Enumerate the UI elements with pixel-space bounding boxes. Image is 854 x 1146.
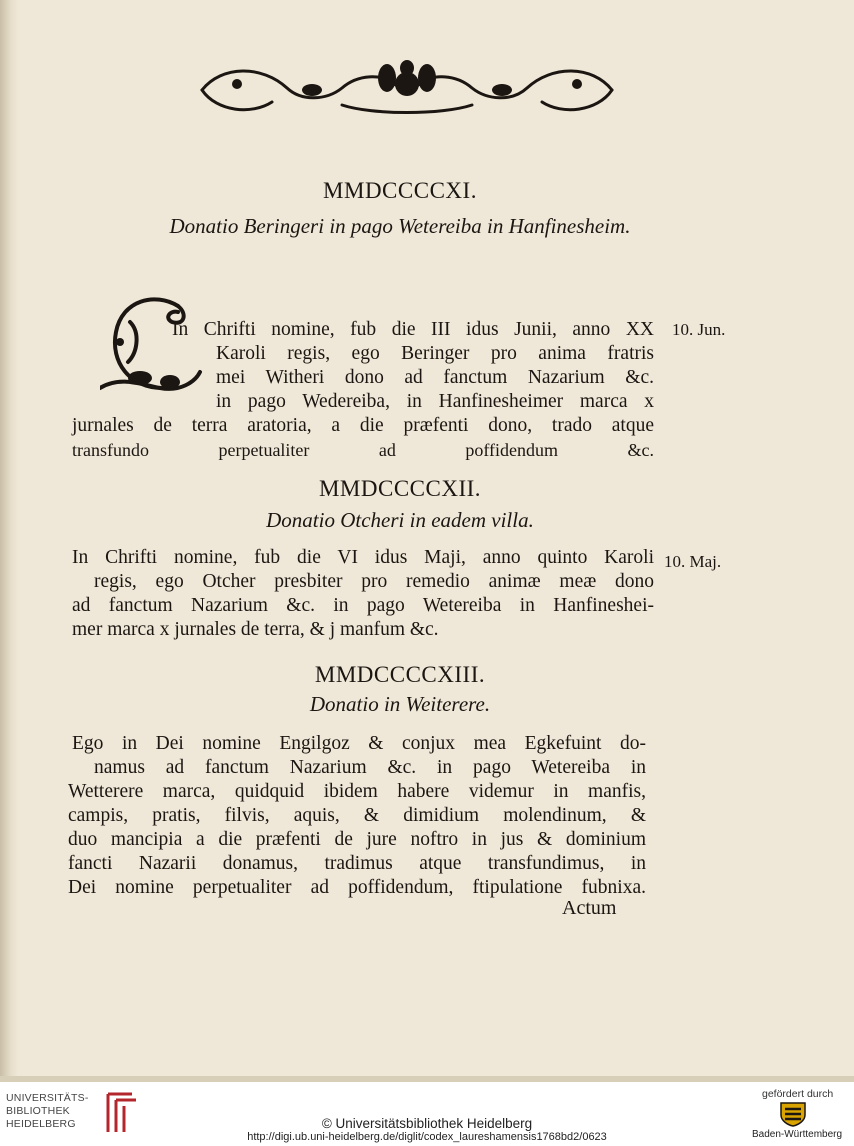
charter-number: MMDCCCCXII. <box>318 476 482 501</box>
library-name-line: HEIDELBERG <box>6 1118 76 1130</box>
text-line: mer marca x jurnales de terra, & j manfum &c. <box>72 619 439 640</box>
text-line: In Chrifti nomine, fub die III idus Junii, anno XX <box>172 319 654 340</box>
text-line: Karoli regis, ego Beringer pro anima fratris <box>216 343 654 364</box>
text-line: In Chrifti nomine, fub die VI idus Maji, anno quinto Karoli <box>72 547 654 568</box>
text-line: ad fanctum Nazarium &c. in pago Wetereiba in Hanfineshei- <box>72 595 654 616</box>
text-line: jurnales de terra aratoria, a die præfenti dono, trado atque <box>72 415 654 436</box>
text-line: transfundo perpetualiter ad poffidendum &c. <box>72 440 654 460</box>
library-name-line: BIBLIOTHEK <box>6 1105 70 1117</box>
margin-date: 10. Maj. <box>664 552 722 571</box>
page-left-edge <box>0 0 18 1082</box>
baden-wuerttemberg-crest-icon <box>778 1101 808 1127</box>
charter-text-body <box>72 546 654 570</box>
text-line: mei Witheri dono ad fanctum Nazarium &c. <box>216 367 654 388</box>
charter-text-indented <box>94 570 654 594</box>
ornament-vignette <box>192 60 622 118</box>
text-line: duo mancipia a die præfenti de jure noftro in jus & dominium <box>68 829 646 850</box>
text-line: Ego in Dei nomine Engilgoz & conjux mea Egkefuint do- <box>72 733 646 754</box>
text-line: regis, ego Otcher presbiter pro remedio animæ meæ dono <box>94 571 654 592</box>
copyright-text: © Universitätsbibliothek Heidelberg <box>321 1116 533 1131</box>
charter-text-intro <box>172 318 654 342</box>
library-name-line: UNIVERSITÄTS- <box>6 1092 89 1104</box>
text-line: Dei nomine perpetualiter ad poffidendum, ftipulatione fubnixa. <box>68 877 646 898</box>
charter-title: Donatio Beringeri in pago Wetereiba in Hanfinesheim. <box>169 214 631 238</box>
text-line: fancti Nazarii donamus, tradimus atque transfundimus, in <box>68 853 646 874</box>
charter-title: Donatio Otcheri in eadem villa. <box>266 508 534 532</box>
margin-date: 10. Jun. <box>672 320 726 339</box>
charter-title: Donatio in Weiterere. <box>309 692 491 716</box>
permalink[interactable]: http://digi.ub.uni-heidelberg.de/diglit/codex_laureshamensis1768bd2/0623 <box>247 1131 607 1143</box>
charter-text-body <box>68 780 646 900</box>
decorated-initial-c-icon <box>100 292 210 404</box>
charter-text-indented <box>94 756 646 780</box>
charter-text-body <box>72 732 646 756</box>
charter-number: MMDCCCCXIII. <box>314 662 486 687</box>
text-line: campis, pratis, filvis, aquis, & dimidium molendinum, & <box>68 805 646 826</box>
charter-text-body <box>72 594 654 642</box>
text-line: in pago Wedereiba, in Hanfinesheimer marca x <box>216 391 654 412</box>
charter-number: MMDCCCCXI. <box>323 178 477 203</box>
text-line: namus ad fanctum Nazarium &c. in pago Wetereiba in <box>94 757 646 778</box>
catchword: Actum <box>562 897 617 919</box>
text-line: Wetterere marca, quidquid ibidem habere videmur in manfis, <box>68 781 646 802</box>
charter-text-indented <box>216 342 654 414</box>
charter-text-body <box>72 414 654 462</box>
footer-bar <box>0 1082 854 1146</box>
funded-by-label: gefördert durch <box>762 1088 834 1100</box>
funder-name: Baden-Württemberg <box>752 1129 843 1140</box>
